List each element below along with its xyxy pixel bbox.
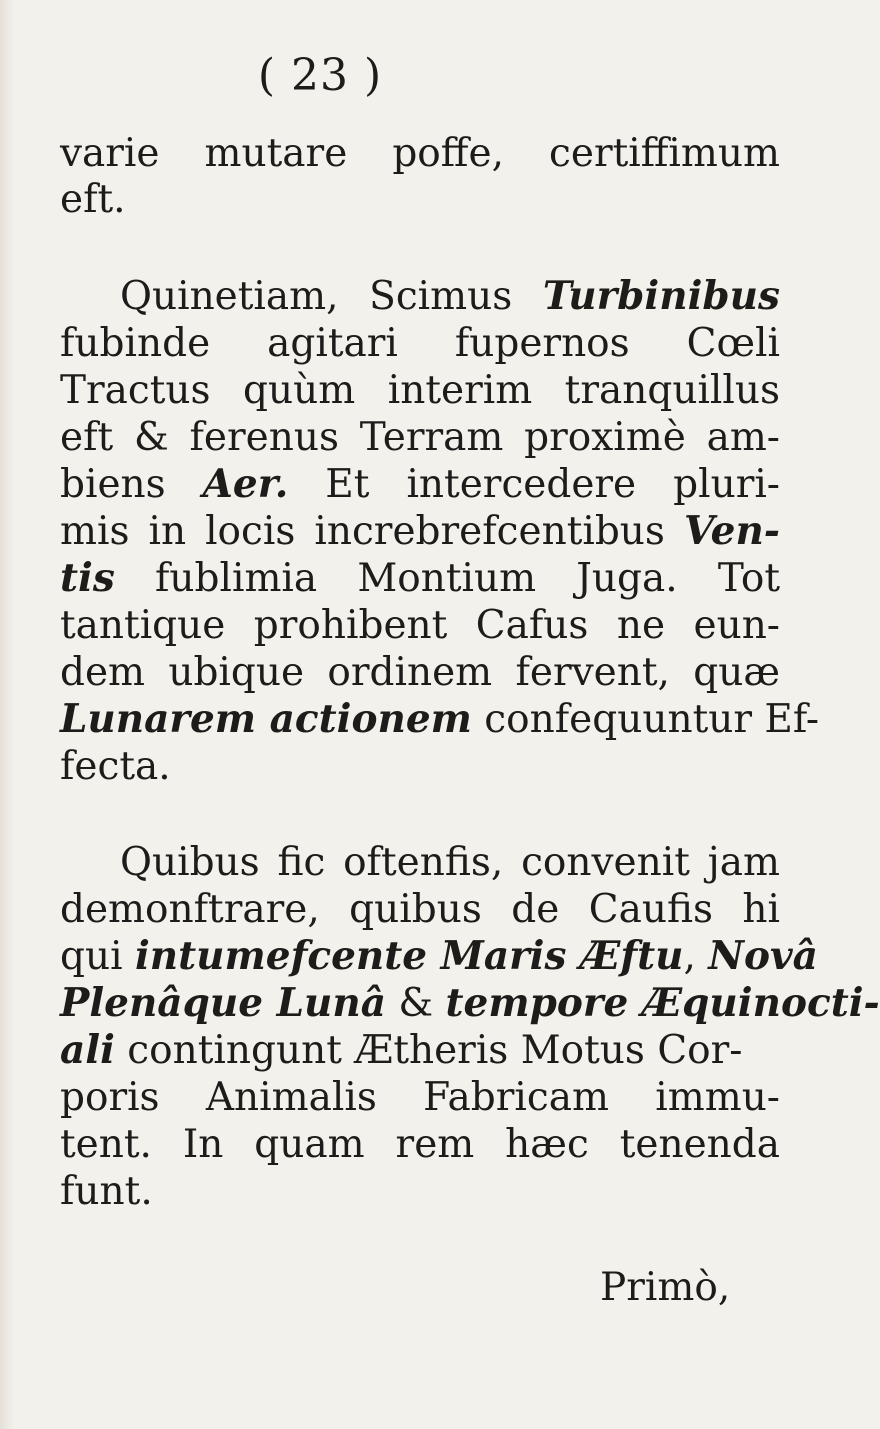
text-span: Quinetiam, Scimus <box>120 274 543 319</box>
italic-text: Ven- <box>683 508 780 554</box>
text-span: varie mutare poffe, certiffimum <box>60 131 780 176</box>
italic-text: Lunarem actionem <box>60 696 472 742</box>
text-span: funt. <box>60 1169 153 1214</box>
text-span: biens <box>60 462 203 507</box>
text-line <box>60 980 880 1026</box>
text-line <box>60 1027 743 1073</box>
text-span: fecta. <box>60 744 171 789</box>
italic-text: Turbinibus <box>542 273 780 319</box>
text-line <box>60 744 780 789</box>
italic-text: Aer. <box>202 461 289 507</box>
text-line <box>60 508 780 554</box>
page-gutter-edge <box>0 0 14 1429</box>
text-span: eft & ferenus Terram proximè am- <box>60 415 780 460</box>
italic-text: tis <box>60 555 115 601</box>
text-span: eft. <box>60 177 126 222</box>
text-line <box>60 650 780 695</box>
italic-text: ali <box>60 1027 115 1073</box>
text-line <box>60 131 780 176</box>
text-line <box>60 696 820 742</box>
text-span: poris Animalis Fabricam immu- <box>60 1075 780 1120</box>
text-line <box>60 555 780 601</box>
text-span: Et intercedere pluri- <box>288 462 780 507</box>
catchword: Primò, <box>600 1265 731 1310</box>
text-line <box>60 887 780 932</box>
text-line <box>60 177 780 222</box>
text-line <box>120 840 780 885</box>
text-span: , <box>683 934 709 979</box>
text-span: & <box>386 981 446 1026</box>
italic-text: intumefcente Maris Æftu <box>134 933 684 979</box>
text-span: confequuntur Ef- <box>471 697 820 742</box>
italic-text: Plenâque Lunâ <box>60 980 386 1026</box>
text-line <box>60 1122 780 1167</box>
text-line <box>60 321 780 366</box>
text-line <box>60 461 780 507</box>
text-line <box>60 933 818 979</box>
text-span: Tractus quùm interim tranquillus <box>60 368 780 413</box>
text-span: dem ubique ordinem fervent, quæ <box>60 650 780 695</box>
text-line <box>60 1169 780 1214</box>
text-span: fubinde agitari fupernos Cœli <box>60 321 780 366</box>
italic-text: Novâ <box>708 933 818 979</box>
text-span: contingunt Ætheris Motus Cor- <box>114 1028 743 1073</box>
text-span: tent. In quam rem hæc tenenda <box>60 1122 780 1167</box>
text-line <box>60 603 780 648</box>
text-span: demonftrare, quibus de Caufis hi <box>60 887 780 932</box>
page-number: ( 23 ) <box>257 50 383 101</box>
text-line <box>120 273 780 319</box>
text-span: qui <box>60 934 135 979</box>
text-line <box>60 368 780 413</box>
text-line <box>60 415 780 460</box>
text-span: fublimia Montium Juga. Tot <box>114 556 780 601</box>
text-line <box>60 1075 780 1120</box>
text-span: Quibus fic oftenfis, convenit jam <box>120 840 780 885</box>
text-span: mis in locis increbrefcentibus <box>60 509 684 554</box>
text-span: tantique prohibent Cafus ne eun- <box>60 603 780 648</box>
italic-text: tempore Æquinocti- <box>445 980 880 1026</box>
